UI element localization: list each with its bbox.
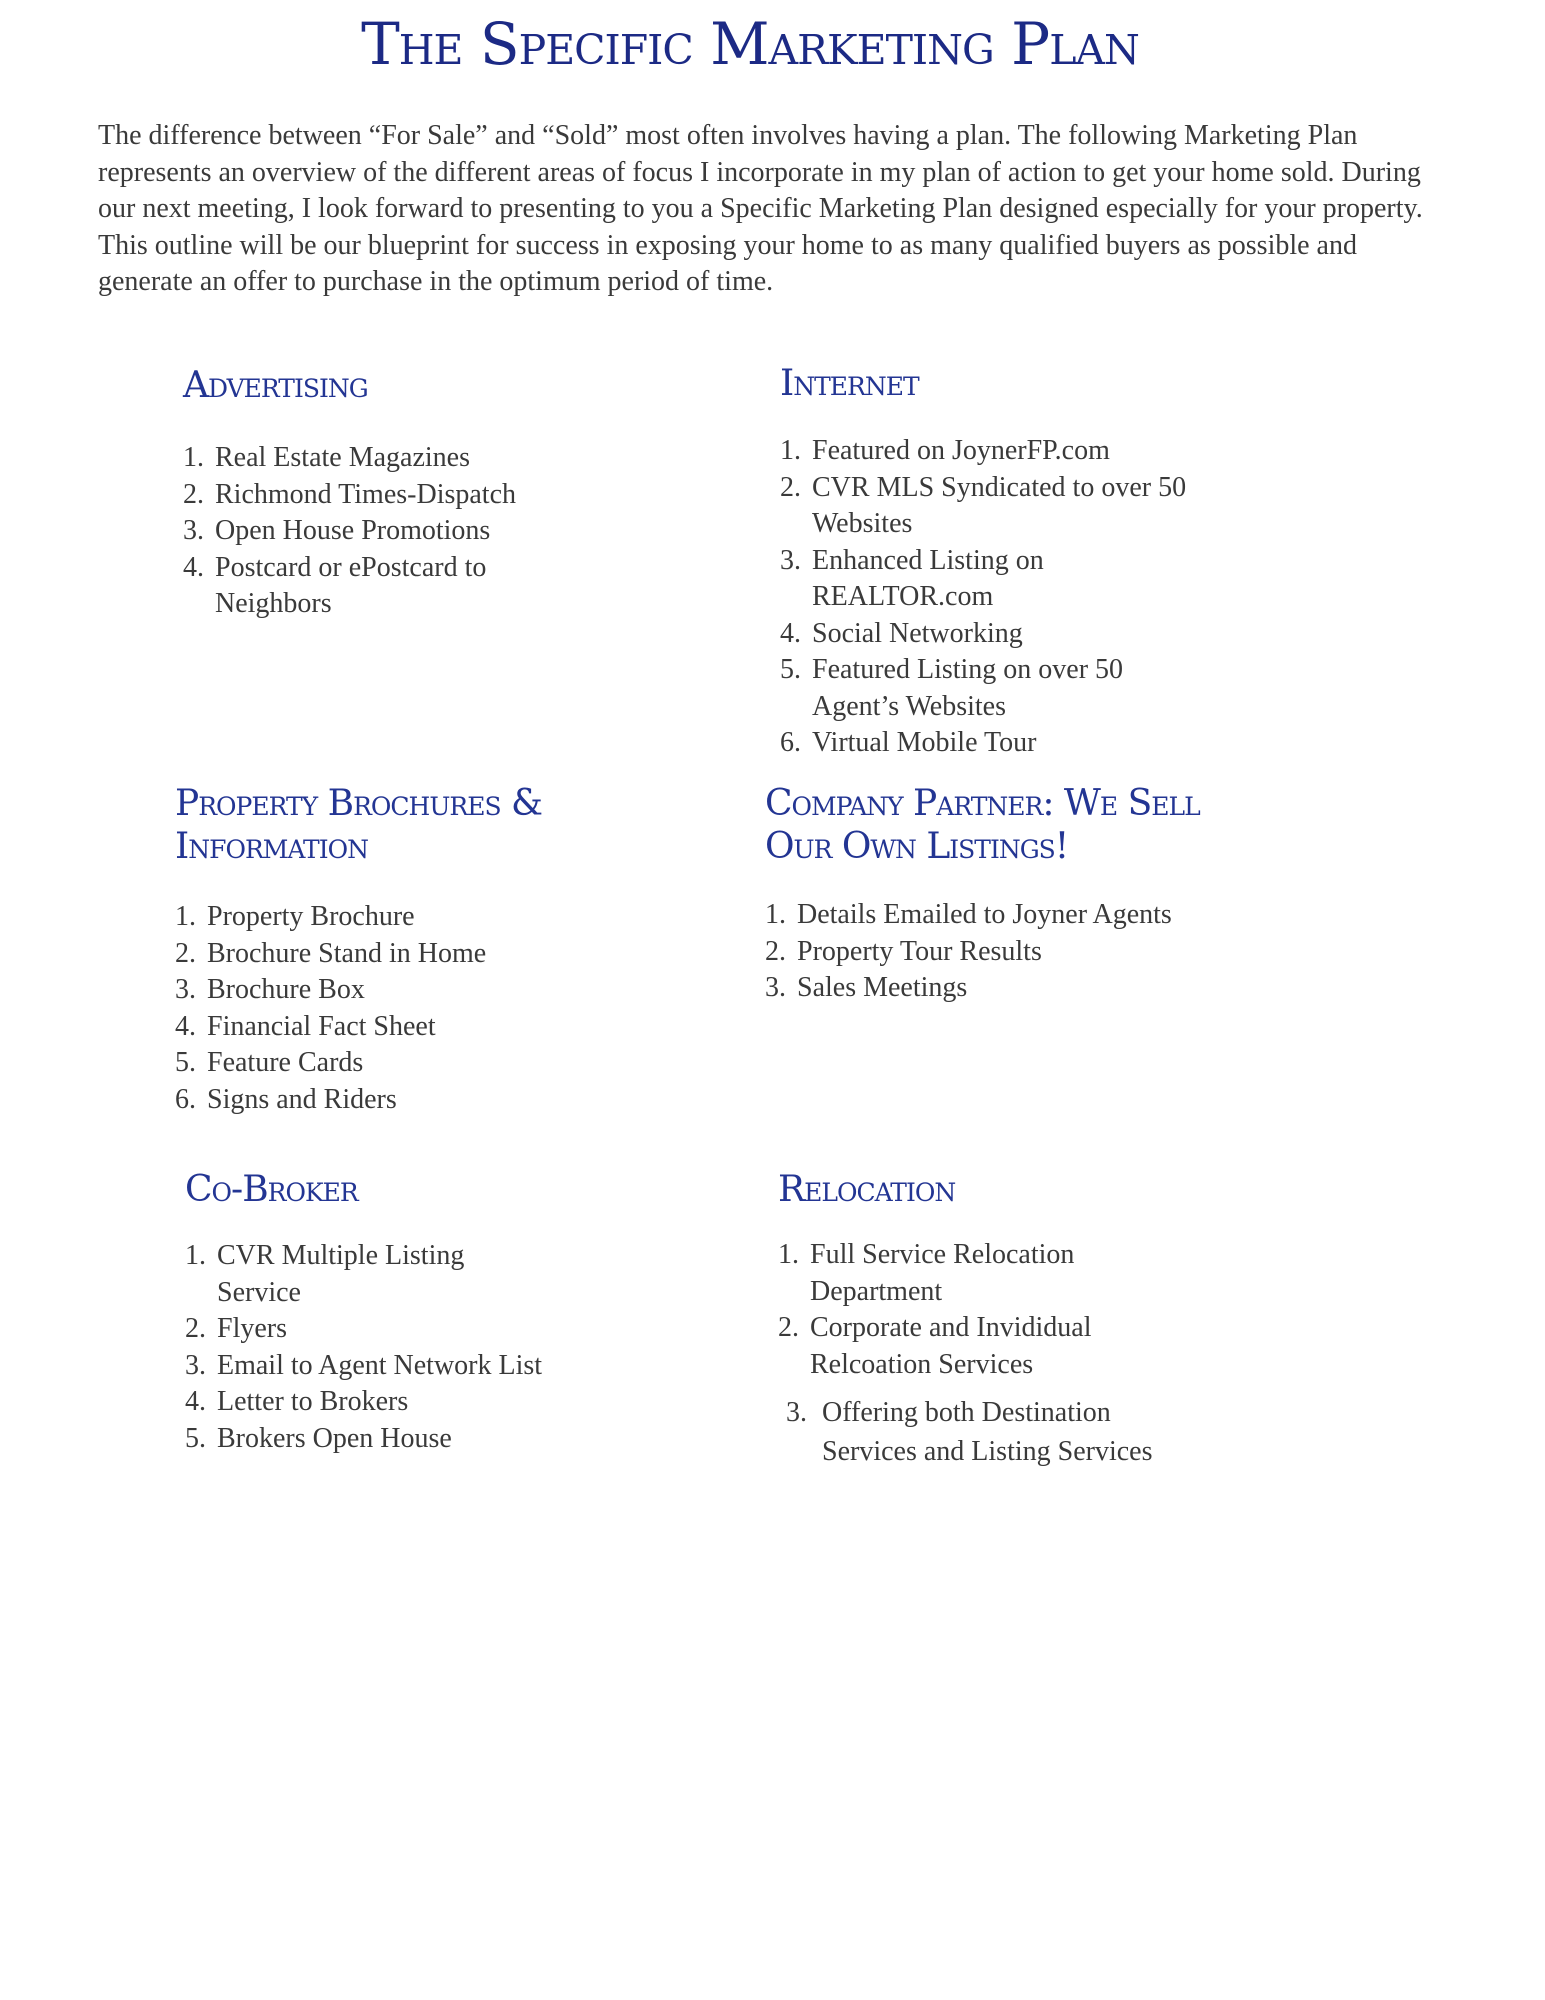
list-item: 6. Virtual Mobile Tour (780, 727, 1037, 758)
list-item: 3. Open House Promotions (183, 515, 491, 546)
brochures-list (175, 899, 735, 1118)
partner-list (765, 897, 1325, 1007)
list-item: 3. Offering both Destination Services and Listing Services (786, 1397, 1153, 1467)
list-item: 5. Brokers Open House (185, 1422, 452, 1454)
list-item: 5. Feature Cards (175, 1047, 364, 1078)
cobroker-list (185, 1238, 745, 1457)
list-item: 3. Email to Agent Network List (185, 1349, 543, 1381)
list-item: 2. Brochure Stand in Home (175, 937, 487, 969)
internet-heading: Internet (780, 363, 919, 404)
list-item: 5. Featured Listing on over 50 Agent’s Websites (780, 654, 1124, 722)
list-item: 1. Property Brochure (175, 901, 415, 932)
advertising-section (183, 364, 703, 623)
partner-heading: Company Partner: We Sell Our Own Listings! (765, 783, 1200, 867)
internet-list (780, 433, 1280, 762)
brochures-heading: Property Brochures & Information (175, 783, 543, 867)
list-item: 1. Details Emailed to Joyner Agents (765, 899, 1172, 930)
list-item: 3. Brochure Box (175, 974, 365, 1005)
cobroker-section (185, 1168, 745, 1457)
list-item: 6. Signs and Riders (175, 1083, 397, 1115)
list-item: 1. Real Estate Magazines (183, 442, 471, 473)
list-item: 2. CVR MLS Syndicated to over 50 Websites (780, 471, 1187, 539)
list-item: 2. Richmond Times-Dispatch (183, 478, 517, 510)
advertising-heading: Advertising (183, 365, 368, 406)
list-item: 1. CVR Multiple Listing Service (185, 1240, 465, 1308)
list-item: 4. Letter to Brokers (185, 1386, 409, 1417)
relocation-heading: Relocation (778, 1169, 956, 1210)
internet-section (780, 362, 1280, 762)
partner-section (765, 782, 1325, 1007)
brochures-section (175, 782, 735, 1118)
relocation-section (778, 1168, 1338, 1471)
list-item: 2. Flyers (185, 1313, 287, 1344)
list-item: 4. Financial Fact Sheet (175, 1010, 436, 1042)
page-title: The Specific Marketing Plan (361, 10, 1139, 78)
cobroker-heading: Co-Broker (185, 1169, 358, 1210)
relocation-list (778, 1237, 1338, 1471)
list-item: 1. Featured on JoynerFP.com (780, 435, 1110, 466)
list-item: 3. Enhanced Listing on REALTOR.com (780, 544, 1044, 612)
advertising-list (183, 440, 703, 623)
list-item: 2. Corporate and Invididual Relcoation Services (778, 1312, 1092, 1380)
list-item: 3. Sales Meetings (765, 972, 968, 1003)
list-item: 4. Postcard or ePostcard to Neighbors (183, 551, 487, 619)
list-item: 2. Property Tour Results (765, 935, 1042, 967)
list-item: 4. Social Networking (780, 617, 1023, 649)
list-item: 1. Full Service Relocation Department (778, 1239, 1075, 1307)
intro-paragraph: The difference between “For Sale” and “Sold” most often involves having a plan. The following Marketing Plan represents an overview of the different areas of focus I incorporate in my plan of action to get your home sold. During our next meeting, I look forward to presenting to you a Specific Marketing Plan designed especially for your property. This outline will be our blueprint for success in exposing your home to as many qualified buyers as possible and generate an offer to purchase in the optimum period of time. (98, 120, 1423, 297)
